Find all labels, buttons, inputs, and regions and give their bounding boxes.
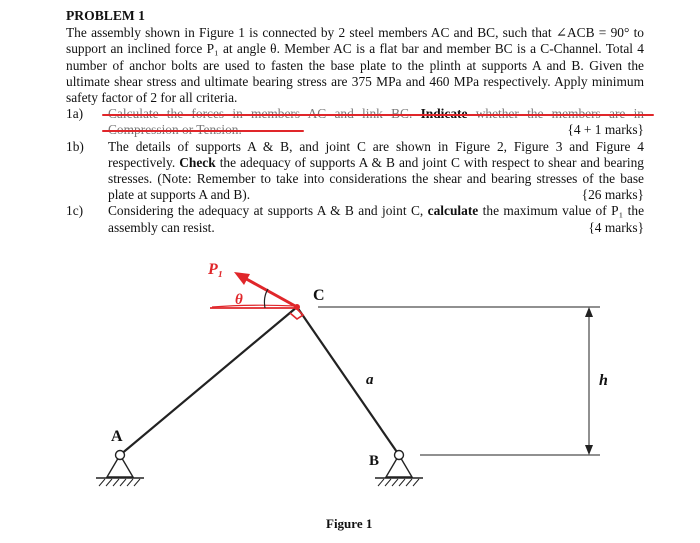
question-marks: {4 + 1 marks}	[567, 122, 644, 138]
member-a-label: a	[366, 372, 374, 388]
question-keyword: Check	[179, 154, 216, 170]
joint-c-label: C	[313, 287, 325, 304]
force-arrow-shaft	[241, 276, 297, 307]
force-label: P₁	[208, 261, 224, 278]
question-text: Considering the adequacy at supports A & B and joint C,	[108, 203, 428, 219]
joint-c-dot	[294, 304, 300, 310]
support-b-label: B	[369, 453, 380, 469]
question-text-after: the maximum value of P₁ the assembly can resist.	[108, 203, 645, 235]
question-marks: {26 marks}	[581, 187, 644, 203]
dimension-arrow-bottom	[585, 445, 593, 455]
question-text: The details of supports A & B, and joint C are shown in Figure 2, Figure 3 and Figure 4 respectively.	[108, 138, 644, 170]
question-label: 1b)	[66, 138, 84, 154]
problem-intro: The assembly shown in Figure 1 is connected by 2 steel members AC and BC, such that ∠ACB = 90° to support an inclined force P₁ at angle θ. Member AC is a flat bar and member BC is a C-Channel. Total 4 number of anchor bolts are used to fasten the base plate to the plinth at supports A and B. Given the ultimate shear stress and ultimate bearing stress are 375 MPa and 460 MPa respectively. Apply minimum safety factor of 2 for all criteria.	[66, 25, 644, 106]
height-label: h	[599, 372, 608, 389]
reference-line-stroke	[212, 305, 296, 307]
member-ac	[120, 307, 297, 455]
figure-caption: Figure 1	[326, 516, 373, 531]
question-keyword: calculate	[427, 203, 479, 219]
support-a-label: A	[111, 428, 123, 445]
support-a	[96, 451, 144, 487]
problem-title: PROBLEM 1	[66, 8, 145, 23]
question-label: 1a)	[66, 106, 84, 122]
question-label: 1c)	[66, 203, 84, 219]
member-bc	[297, 307, 399, 455]
question-marks: {4 marks}	[588, 219, 644, 235]
question-text-after: the adequacy of supports A & B and joint C with respect to shear and bearing stresses. (Note: Remember to take into considerations the shear and bearing stresses of the base plate at supports A and B).	[108, 154, 644, 203]
dimension-arrow-top	[585, 307, 593, 317]
angle-label: θ	[235, 292, 243, 308]
support-b	[375, 451, 423, 487]
